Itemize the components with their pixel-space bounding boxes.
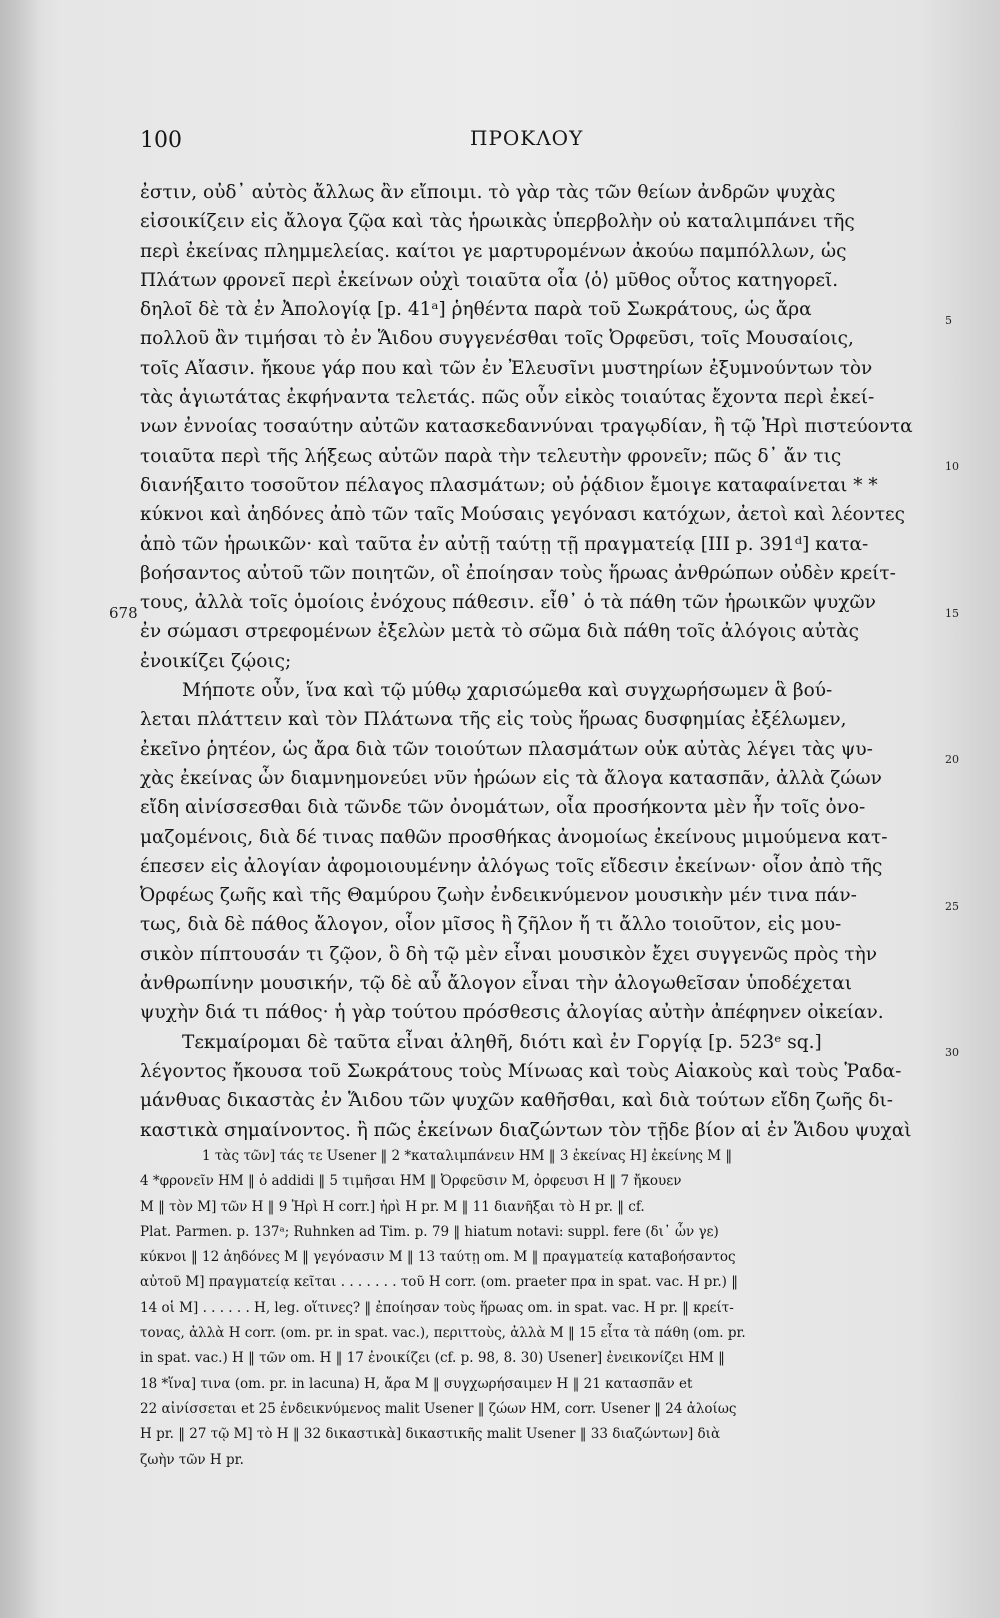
text-line: περὶ ἐκείνας πλημμελείας. καίτοι γε μαρτυρομένων ἀκούω παμπόλλων, ὡς bbox=[140, 240, 847, 262]
text-line: τοῖς Αἴασιν. ἤκουε γάρ που καὶ τῶν ἐν Ἐλευσῖνι μυστηρίων ἐξυμνούντων τὸν bbox=[140, 357, 873, 379]
text-line: τως, διὰ δὲ πάθος ἄλογον, οἷον μῖσος ἢ ζῆλον ἤ τι ἄλλο τοιοῦτον, εἰς μου- bbox=[140, 914, 842, 936]
apparatus-line: κύκνοι ‖ 12 ἀηδόνες M ‖ γεγόνασιν M ‖ 13 ταύτῃ om. M ‖ πραγματείᾳ καταβοήσαντος bbox=[140, 1249, 736, 1266]
text-line: ἐκεῖνο ῥητέον, ὡς ἄρα διὰ τῶν τοιούτων πλασμάτων οὐκ αὐτὰς λέγει τὰς ψυ- bbox=[140, 738, 873, 760]
apparatus-line: τονας, ἀλλὰ H corr. (om. pr. in spat. vac.), περιττοὺς, ἀλλὰ M ‖ 15 εἶτα τὰ πάθη (om. pr. bbox=[140, 1325, 746, 1342]
line-number: 30 bbox=[945, 1046, 959, 1059]
text-line: τους, ἀλλὰ τοῖς ὁμοίοις ἐνόχους πάθεσιν. εἶθ᾽ ὁ τὰ πάθη τῶν ἡρωικῶν ψυχῶν bbox=[140, 592, 876, 614]
text-line: λέγοντος ἤκουσα τοῦ Σωκράτους τοὺς Μίνωας καὶ τοὺς Αἰακοὺς καὶ τοὺς Ῥαδα- bbox=[140, 1060, 902, 1082]
apparatus-line: H pr. ‖ 27 τῷ M] τὸ H ‖ 32 δικαστικὰ] δικαστικῆς malit Usener ‖ 33 διαζώντων] διὰ bbox=[140, 1426, 721, 1443]
text-line-paragraph-start: Τεκμαίρομαι δὲ ταῦτα εἶναι ἀληθῆ, διότι καὶ ἐν Γοργίᾳ [p. 523ᵉ sq.] bbox=[182, 1031, 822, 1053]
line-number: 20 bbox=[945, 753, 959, 766]
text-line: καστικὰ σημαίνοντος. ἢ πῶς ἐκείνων διαζώντων τὸν τῇδε βίον αἱ ἐν Ἅιδου ψυχαὶ bbox=[140, 1119, 912, 1141]
text-line: λεται πλάττειν καὶ τὸν Πλάτωνα τῆς εἰς τοὺς ἥρωας δυσφημίας ἐξέλωμεν, bbox=[140, 709, 847, 731]
text-line: έπεσεν εἰς ἀλογίαν ἀφομοιουμένην ἀλόγως τοῖς εἴδεσιν ἐκείνων· οἷον ἀπὸ τῆς bbox=[140, 855, 883, 877]
apparatus-line: M ‖ τὸν M] τῶν H ‖ 9 Ἠρὶ H corr.] ἠρὶ H pr. M ‖ 11 διανῆξαι τὸ H pr. ‖ cf. bbox=[140, 1198, 645, 1215]
text-line: νων ἐννοίας τοσαύτην αὐτῶν κατασκεδαννύναι τραγῳδίαν, ἢ τῷ Ἠρὶ πιστεύοντα bbox=[140, 416, 913, 438]
text-line: εἰσοικίζειν εἰς ἄλογα ζῷα καὶ τὰς ἡρωικὰς ὑπερβολὴν οὐ καταλιμπάνει τῆς bbox=[140, 211, 855, 233]
line-number: 25 bbox=[945, 900, 959, 913]
apparatus-line: 1 τὰς τῶν] τάς τε Usener ‖ 2 *καταλιμπάνειν HM ‖ 3 ἐκείνας H] ἐκείνης M ‖ bbox=[202, 1148, 733, 1164]
text-line: σικὸν πίπτουσάν τι ζῷον, ὃ δὴ τῷ μὲν εἶναι μουσικὸν ἔχει συγγενῶς πρὸς τὴν bbox=[140, 943, 877, 965]
text-line: πολλοῦ ἂν τιμήσαι τὸ ἐν Ἅιδου συγγενέσθαι τοῖς Ὀρφεῦσι, τοῖς Μουσαίοις, bbox=[140, 328, 854, 350]
page-number: 100 bbox=[140, 128, 182, 153]
text-line: μάνθυας δικαστὰς ἐν Ἅιδου τῶν ψυχῶν καθῆσθαι, καὶ διὰ τούτων εἴδη ζωῆς δι- bbox=[140, 1090, 893, 1112]
page-spine-shadow bbox=[0, 0, 40, 1618]
apparatus-line: 18 *ἵνα] τινα (om. pr. in lacuna) H, ἄρα M ‖ συγχωρήσαιμεν H ‖ 21 κατασπᾶν et bbox=[140, 1375, 693, 1392]
text-line: χὰς ἐκείνας ὧν διαμνημονεύει νῦν ἡρώων εἰς τὰ ἄλογα κατασπᾶν, ἀλλὰ ζώων bbox=[140, 767, 882, 789]
apparatus-line: 22 αἰνίσσεται et 25 ἐνδεικνύμενος malit Usener ‖ ζώων HM, corr. Usener ‖ 24 ἀλοίως bbox=[140, 1400, 737, 1417]
text-line: διανήξαιτο τοσοῦτον πέλαγος πλασμάτων; οὐ ῥᾴδιον ἔμοιγε καταφαίνεται * * bbox=[140, 474, 878, 496]
apparatus-line: ζωὴν τῶν H pr. bbox=[140, 1451, 244, 1468]
running-title: ΠΡΟΚΛΟΥ bbox=[470, 126, 584, 150]
text-line: τοιαῦτα περὶ τῆς λήξεως αὐτῶν παρὰ τὴν τελευτὴν φρονεῖν; πῶς δ᾽ ἄν τις bbox=[140, 445, 842, 467]
apparatus-line: Plat. Parmen. p. 137ᵃ; Ruhnken ad Tim. p. 79 ‖ hiatum notavi: suppl. fere (δι᾽ ὧν γε) bbox=[140, 1223, 719, 1240]
text-line: ἀνθρωπίνην μουσικήν, τῷ δὲ αὖ ἄλογον εἶναι τὴν ἀλογωθεῖσαν ὑποδέχεται bbox=[140, 973, 853, 995]
line-number: 5 bbox=[945, 314, 952, 327]
text-line: μαζομένοις, διὰ δέ τινας παθῶν προσθήκας ἀνομοίως ἐκείνους μιμούμενα κατ- bbox=[140, 826, 888, 848]
text-line: βοήσαντος αὐτοῦ τῶν ποιητῶν, οἳ ἐποίησαν τοὺς ἥρωας ἀνθρώπων οὐδὲν κρείτ- bbox=[140, 562, 896, 584]
text-line: εἴδη αἰνίσσεσθαι διὰ τῶνδε τῶν ὀνομάτων, οἷα προσήκοντα μὲν ἦν τοῖς ὀνο- bbox=[140, 797, 866, 819]
margin-page-reference: 678 bbox=[109, 604, 138, 622]
apparatus-line: 14 οἱ M] . . . . . . H, leg. οἵτινες? ‖ ἐποίησαν τοὺς ἥρωας om. in spat. vac. H pr. ‖ κρείτ- bbox=[140, 1299, 734, 1316]
text-line: ἐν σώμασι στρεφομένων ἐξελὼν μετὰ τὸ σῶμα διὰ πάθη τοῖς ἀλόγοις αὐτὰς bbox=[140, 621, 860, 643]
text-line: Ὀρφέως ζωῆς καὶ τῆς Θαμύρου ζωὴν ἐνδεικνύμενον μουσικὴν μέν τινα πάν- bbox=[140, 885, 857, 907]
apparatus-line: αὐτοῦ M] πραγματείᾳ κεῖται . . . . . . . τοῦ H corr. (om. praeter πρα in spat. vac. H pr.) ‖ bbox=[140, 1274, 738, 1291]
main-text bbox=[140, 178, 925, 1145]
text-line: ἐστιν, οὐδ᾽ αὐτὸς ἄλλως ἂν εἴποιμι. τὸ γὰρ τὰς τῶν θείων ἀνδρῶν ψυχὰς bbox=[140, 182, 836, 203]
text-line: κύκνοι καὶ ἀηδόνες ἀπὸ τῶν ταῖς Μούσαις γεγόνασι κατόχων, ἀετοὶ καὶ λέοντες bbox=[140, 504, 906, 526]
text-line: ἀπὸ τῶν ἡρωικῶν· καὶ ταῦτα ἐν αὐτῇ ταύτῃ τῇ πραγματείᾳ [III p. 391ᵈ] κατα- bbox=[140, 533, 869, 555]
text-line: δηλοῖ δὲ τὰ ἐν Ἀπολογίᾳ [p. 41ᵃ] ῥηθέντα παρὰ τοῦ Σωκράτους, ὡς ἄρα bbox=[140, 299, 812, 321]
text-line: τὰς ἁγιωτάτας ἐκφήναντα τελετάς. πῶς οὖν εἰκὸς τοιαύτας ἔχοντα περὶ ἐκεί- bbox=[140, 387, 875, 409]
line-number: 15 bbox=[945, 607, 959, 620]
text-line-paragraph-start: Μήποτε οὖν, ἵνα καὶ τῷ μύθῳ χαρισώμεθα καὶ συγχωρήσωμεν ἃ βού- bbox=[182, 680, 833, 702]
text-line: Πλάτων φρονεῖ περὶ ἐκείνων οὐχὶ τοιαῦτα οἷα ⟨ὁ⟩ μῦθος οὗτος κατηγορεῖ. bbox=[140, 269, 839, 291]
text-line: ἐνοικίζει ζῴοις; bbox=[140, 650, 292, 672]
apparatus-line: 4 *φρονεῖν HM ‖ ὁ addidi ‖ 5 τιμῆσαι HM ‖ Ὀρφεῦσιν M, ὀρφευσι H ‖ 7 ἤκουεν bbox=[140, 1173, 682, 1190]
text-line: ψυχὴν διά τι πάθος· ἡ γὰρ τούτου πρόσθεσις ἀλογίας αὐτὴν ἀπέφηνεν οἰκείαν. bbox=[140, 1002, 884, 1024]
apparatus-line: in spat. vac.) H ‖ τῶν om. H ‖ 17 ἐνοικίζει (cf. p. 98, 8. 30) Usener] ἐνεικονίζει HM ‖ bbox=[140, 1350, 725, 1367]
line-number: 10 bbox=[945, 460, 959, 473]
critical-apparatus bbox=[140, 1144, 930, 1473]
